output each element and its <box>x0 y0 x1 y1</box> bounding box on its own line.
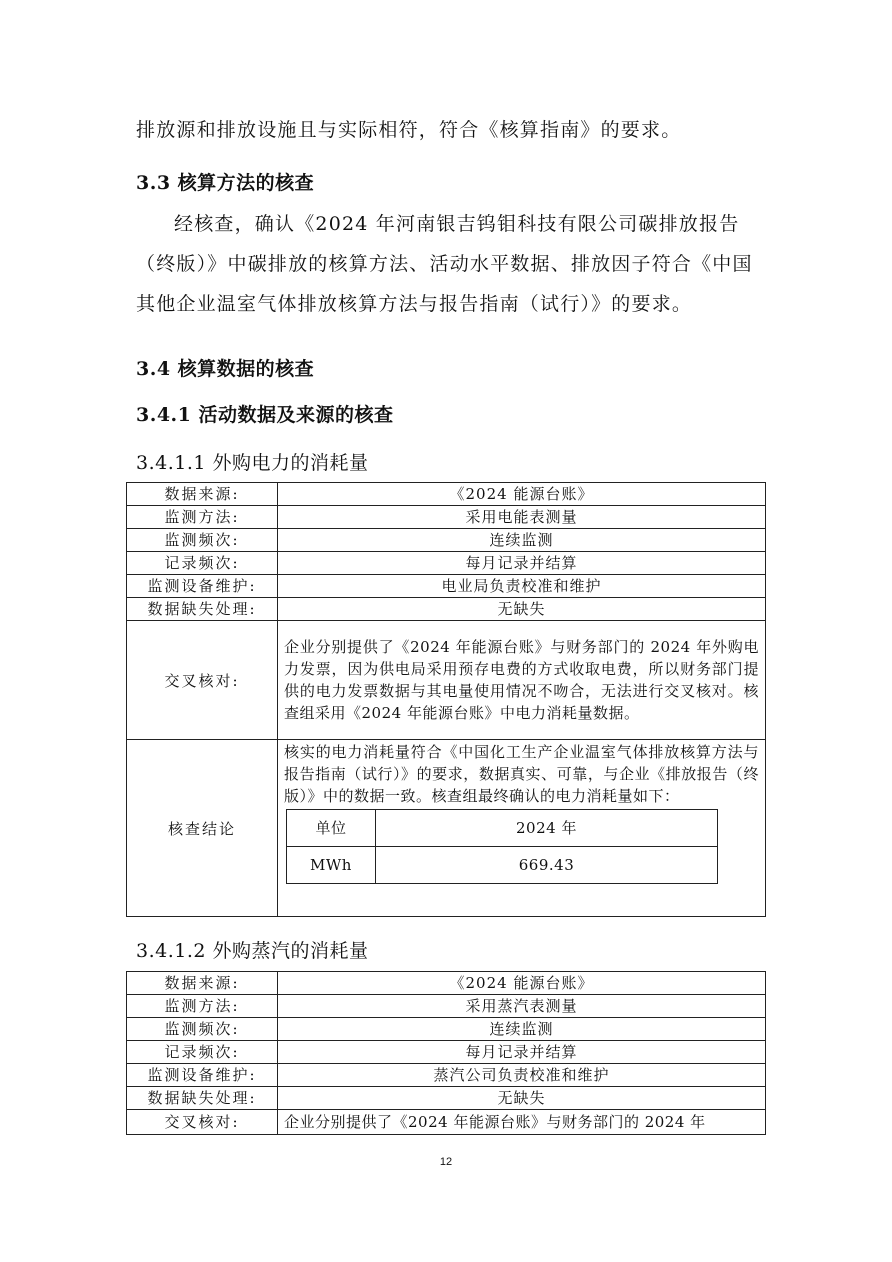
inner-header-row <box>287 810 718 847</box>
table-row <box>127 1018 766 1041</box>
row-value: 无缺失 <box>278 1087 766 1110</box>
table-row <box>127 995 766 1018</box>
value-cell: 669.43 <box>376 847 718 884</box>
row-key: 监测频次: <box>127 529 278 552</box>
row-key: 数据来源: <box>127 972 278 995</box>
table-row <box>127 598 766 621</box>
row-key: 监测方法: <box>127 506 278 529</box>
row-key: 监测设备维护: <box>127 1064 278 1087</box>
inner-value-row <box>287 847 718 884</box>
row-key: 记录频次: <box>127 552 278 575</box>
row-key: 记录频次: <box>127 1041 278 1064</box>
table-row <box>127 1041 766 1064</box>
row-value: 采用蒸汽表测量 <box>278 995 766 1018</box>
row-value: 每月记录并结算 <box>278 552 766 575</box>
row-value: 采用电能表测量 <box>278 506 766 529</box>
section-3-3-paragraph: 经核查，确认《2024 年河南银吉钨钼科技有限公司碳排放报告（终版）》中碳排放的核算方法、活动水平数据、排放因子符合《中国其他企业温室气体排放核算方法与报告指南（试行）》的要求。 <box>136 213 753 315</box>
table-row <box>127 529 766 552</box>
row-value: 每月记录并结算 <box>278 1041 766 1064</box>
row-value: 《2024 能源台账》 <box>278 972 766 995</box>
table-row <box>127 552 766 575</box>
table-row <box>127 483 766 506</box>
steam-heading: 3.4.1.2 外购蒸汽的消耗量 <box>136 940 369 962</box>
table-row <box>127 1087 766 1110</box>
table-row-conclusion <box>127 740 766 917</box>
row-key: 数据来源: <box>127 483 278 506</box>
row-key: 数据缺失处理: <box>127 598 278 621</box>
table-row <box>127 972 766 995</box>
year-header: 2024 年 <box>376 810 718 847</box>
table-row <box>127 506 766 529</box>
row-key: 监测设备维护: <box>127 575 278 598</box>
row-key: 数据缺失处理: <box>127 1087 278 1110</box>
section-3-4-heading: 3.4 核算数据的核查 <box>136 358 315 380</box>
row-value: 蒸汽公司负责校准和维护 <box>278 1064 766 1087</box>
confirmed-consumption-table <box>286 809 718 884</box>
row-value: 电业局负责校准和维护 <box>278 575 766 598</box>
row-value: 连续监测 <box>278 529 766 552</box>
row-value: 《2024 能源台账》 <box>278 483 766 506</box>
table-row-cross-check <box>127 621 766 740</box>
conclusion-key: 核查结论 <box>127 740 278 917</box>
page-number: 12 <box>439 1156 453 1168</box>
row-key: 监测方法: <box>127 995 278 1018</box>
electricity-table <box>126 482 766 917</box>
conclusion-cell <box>278 740 766 917</box>
conclusion-text: 核实的电力消耗量符合《中国化工生产企业温室气体排放核算方法与报告指南（试行）》的要求，数据真实、可靠，与企业《排放报告（终版）》中的数据一致。核查组最终确认的电力消耗量如下： <box>284 743 759 805</box>
cross-check-key: 交叉核对: <box>127 1110 278 1135</box>
cross-check-value: 企业分别提供了《2024 年能源台账》与财务部门的 2024 年外购电力发票，因为供电局采用预存电费的方式收取电费，所以财务部门提供的电力发票数据与其电量使用情况不吻合，无法进行交叉核对。核查组采用《2024 年能源台账》中电力消耗量数据。 <box>278 621 766 740</box>
row-value: 无缺失 <box>278 598 766 621</box>
section-3-4-1-heading: 3.4.1 活动数据及来源的核查 <box>136 404 394 426</box>
unit-header: 单位 <box>287 810 376 847</box>
table-row-cross-check <box>127 1110 766 1135</box>
row-key: 监测频次: <box>127 1018 278 1041</box>
electricity-heading: 3.4.1.1 外购电力的消耗量 <box>136 452 369 474</box>
cross-check-key: 交叉核对: <box>127 621 278 740</box>
intro-line: 排放源和排放设施且与实际相符，符合《核算指南》的要求。 <box>136 119 682 141</box>
row-value: 连续监测 <box>278 1018 766 1041</box>
table-row <box>127 575 766 598</box>
unit-cell: MWh <box>287 847 376 884</box>
cross-check-value: 企业分别提供了《2024 年能源台账》与财务部门的 2024 年 <box>278 1110 766 1135</box>
table-row <box>127 1064 766 1087</box>
section-3-3-heading: 3.3 核算方法的核查 <box>136 172 315 194</box>
steam-table <box>126 971 766 1135</box>
